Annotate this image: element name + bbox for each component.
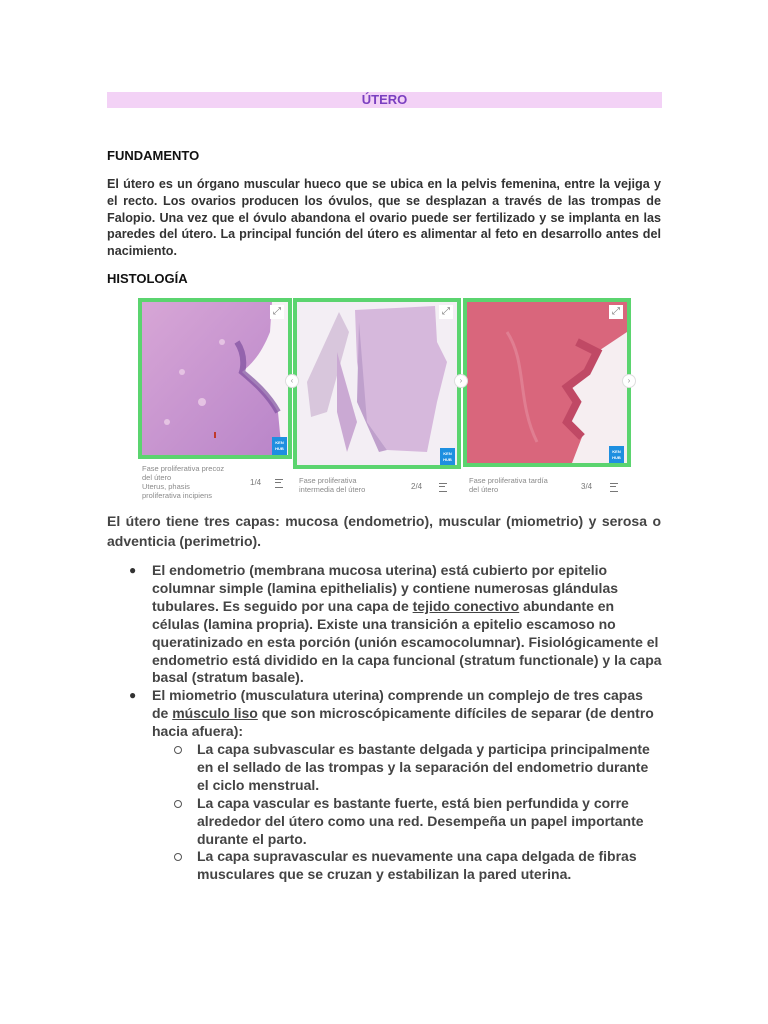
expand-icon[interactable]: ⤢ [270,305,284,319]
sub-bullet-subvascular: La capa subvascular es bastante delgada y participa principalmente en el sellado de las trompas y la separación del endometrio durante el ciclo menstrual. [197,741,650,793]
slide-image-1[interactable] [138,298,292,459]
expand-icon[interactable]: ⤢ [439,305,453,319]
bullet-miometrio: El miometrio (musculatura uterina) comprende un complejo de tres capas de músculo liso que son microscópicamente difíciles de separar (de dentro hacia afuera): [152,687,654,739]
kenhub-logo: KEN HUB [272,437,287,455]
slide-card-2[interactable] [293,298,461,502]
slide-counter: 3/4 [581,482,593,491]
sub-bullet-supravascular: La capa supravascular es nuevamente una capa delgada de fibras musculares que se cruzan y estabilizan la pared uterina. [197,848,637,882]
histology-gallery [138,298,632,502]
sub-bullet-icon [174,853,182,861]
sub-bullet-icon [174,800,182,808]
section-heading-fundamento: FUNDAMENTO [107,148,200,163]
histology-image-2 [297,302,457,465]
histology-image-3 [467,302,627,463]
bullet-endometrio: El endometrio (membrana mucosa uterina) está cubierto por epitelio columnar simple (lamina epithelialis) y contiene numerosas glándulas tubulares. Es seguido por una capa de tejido conectivo abundante en células (lamina propria). Existe una transición a epitelio escamoso no queratinizado en esta porción (unión escamocolumnar). Fisiológicamente el endometrio está dividido en la capa funcional (stratum functionale) y la capa basal (stratum basale). [152,562,662,686]
slide-caption-3: Fase proliferativa tardía del útero [469,476,548,494]
kenhub-logo: KEN HUB [609,446,624,464]
caption-list-icon[interactable] [275,479,283,488]
slide-counter: 1/4 [250,478,262,487]
link-musculo-liso[interactable]: músculo liso [172,704,258,721]
caption-list-icon[interactable] [439,483,447,492]
histology-image-1 [142,302,288,455]
bullet-icon: ● [129,563,137,577]
slide-caption-2: Fase proliferativa intermedia del útero [299,476,366,494]
slide-card-1[interactable] [138,298,292,502]
slide-image-2[interactable] [293,298,461,469]
gallery-next-arrow-icon[interactable]: › [454,374,468,388]
caption-list-icon[interactable] [610,483,618,492]
slide-card-3[interactable] [463,298,631,502]
expand-icon[interactable]: ⤢ [609,305,623,319]
layers-intro-paragraph: El útero tiene tres capas: mucosa (endometrio), muscular (miometrio) y serosa o adventicia (perimetrio). [107,513,661,549]
section-heading-histologia: HISTOLOGÍA [107,271,188,286]
sub-bullet-vascular: La capa vascular es bastante fuerte, está bien perfundida y corre alrededor del útero como una red. Desempeña un papel importante durante el parto. [197,795,644,847]
gallery-prev-arrow-icon[interactable]: ‹ [285,374,299,388]
gallery-next-arrow-icon-2[interactable]: › [622,374,636,388]
fundamento-paragraph: El útero es un órgano muscular hueco que se ubica en la pelvis femenina, entre la vejiga y el recto. Los ovarios producen los óvulos, que se desplazan a través de las trompas de Falopio. Una vez que el óvulo abandona el ovario puede ser fertilizado y se implanta en las paredes del útero. La principal función del útero es alimentar al feto en desarrollo antes del nacimiento. [107,177,661,259]
page-title: ÚTERO [107,92,662,108]
slide-counter: 2/4 [411,482,423,491]
bullet-icon: ● [129,688,137,702]
link-tejido-conectivo[interactable]: tejido conectivo [412,597,520,614]
sub-bullet-icon [174,746,182,754]
slide-image-3[interactable] [463,298,631,467]
slide-caption-1: Fase proliferativa precoz del útero Uterus, phasis proliferativa incipiens [142,464,225,500]
kenhub-logo: KEN HUB [440,448,455,466]
